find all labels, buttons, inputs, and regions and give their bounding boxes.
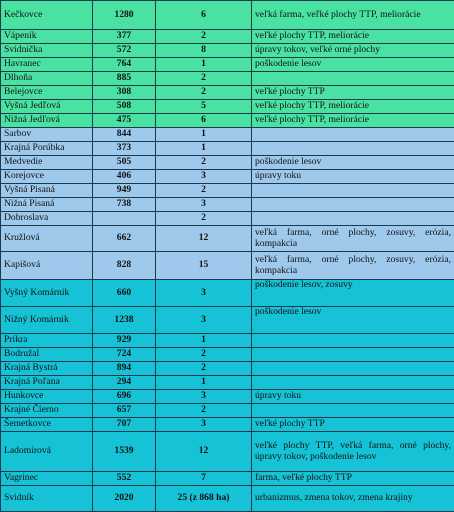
value-a xyxy=(93,212,156,226)
value-b: 5 xyxy=(156,100,252,114)
value-b: 7 xyxy=(156,472,252,486)
municipality-name: Nižná Jedľová xyxy=(1,114,93,128)
table-row xyxy=(1,472,454,486)
note-cell xyxy=(252,128,454,142)
value-a: 572 xyxy=(93,44,156,58)
value-a: 707 xyxy=(93,418,156,432)
note-cell: veľké plochy TTP xyxy=(252,86,454,100)
table-row xyxy=(1,348,454,362)
municipality-name: Vyšná Jedľová xyxy=(1,100,93,114)
table-row xyxy=(1,156,454,170)
value-a: 738 xyxy=(93,198,156,212)
value-b: 3 xyxy=(156,198,252,212)
table-row xyxy=(1,72,454,86)
table-row xyxy=(1,280,454,307)
table-row xyxy=(1,44,454,58)
value-b: 1 xyxy=(156,142,252,156)
value-a: 308 xyxy=(93,86,156,100)
municipality-name: Hunkovce xyxy=(1,390,93,404)
value-b: 2 xyxy=(156,30,252,44)
municipality-name: Krajná Porúbka xyxy=(1,142,93,156)
note-cell xyxy=(252,334,454,348)
municipality-name: Vápeník xyxy=(1,30,93,44)
table-row xyxy=(1,432,454,472)
value-b: 8 xyxy=(156,44,252,58)
value-b: 6 xyxy=(156,1,252,30)
municipality-name: Bodružal xyxy=(1,348,93,362)
value-a: 929 xyxy=(93,334,156,348)
table-row xyxy=(1,334,454,348)
value-a: 406 xyxy=(93,170,156,184)
value-b: 25 (z 868 ha) xyxy=(156,486,252,512)
note-cell xyxy=(252,142,454,156)
municipality-name: Príkra xyxy=(1,334,93,348)
municipality-name: Medvedie xyxy=(1,156,93,170)
municipality-name: Nižný Komárnik xyxy=(1,307,93,334)
value-b: 3 xyxy=(156,390,252,404)
note-cell: veľké plochy TTP, veľká farma, orné plochy, úpravy tokov, poškodenie lesov xyxy=(252,432,454,472)
note-cell xyxy=(252,72,454,86)
value-b: 6 xyxy=(156,114,252,128)
municipality-name: Svidník xyxy=(1,486,93,512)
value-a: 662 xyxy=(93,226,156,252)
note-cell: poškodenie lesov xyxy=(252,156,454,170)
note-cell: úpravy tokov, veľké orné plochy xyxy=(252,44,454,58)
value-b: 2 xyxy=(156,348,252,362)
value-a: 377 xyxy=(93,30,156,44)
value-a: 475 xyxy=(93,114,156,128)
value-b: 1 xyxy=(156,58,252,72)
value-a: 1539 xyxy=(93,432,156,472)
table-row xyxy=(1,226,454,252)
table-row xyxy=(1,184,454,198)
table-row xyxy=(1,252,454,280)
value-a: 828 xyxy=(93,252,156,280)
municipality-name: Krajné Čierno xyxy=(1,404,93,418)
municipality-name: Belejovce xyxy=(1,86,93,100)
note-cell: veľká farma, veľké plochy TTP, meliorácie xyxy=(252,1,454,30)
value-b: 12 xyxy=(156,226,252,252)
table-row xyxy=(1,142,454,156)
table-row xyxy=(1,307,454,334)
table-row xyxy=(1,114,454,128)
value-a: 373 xyxy=(93,142,156,156)
table-row xyxy=(1,390,454,404)
note-cell: veľká farma, orné plochy, zosuvy, erózia, kompakcia xyxy=(252,226,454,252)
municipality-name: Sarbov xyxy=(1,128,93,142)
value-a: 764 xyxy=(93,58,156,72)
value-b: 2 xyxy=(156,156,252,170)
value-a: 657 xyxy=(93,404,156,418)
table-row xyxy=(1,486,454,512)
note-cell: veľké plochy TTP, meliorácie xyxy=(252,114,454,128)
value-a: 505 xyxy=(93,156,156,170)
value-a: 508 xyxy=(93,100,156,114)
note-cell: poškodenie lesov, zosuvy xyxy=(252,280,454,307)
municipality-name: Krajná Bystrá xyxy=(1,362,93,376)
table-row xyxy=(1,212,454,226)
value-b: 2 xyxy=(156,184,252,198)
value-b: 3 xyxy=(156,280,252,307)
value-a: 724 xyxy=(93,348,156,362)
value-b: 1 xyxy=(156,376,252,390)
note-cell: veľké plochy TTP, meliorácie xyxy=(252,30,454,44)
note-cell: veľké plochy TTP, meliorácie xyxy=(252,100,454,114)
municipality-name: Šemetkovce xyxy=(1,418,93,432)
table-row xyxy=(1,86,454,100)
value-a: 696 xyxy=(93,390,156,404)
note-cell xyxy=(252,404,454,418)
value-b: 3 xyxy=(156,418,252,432)
value-a: 2020 xyxy=(93,486,156,512)
note-cell: úpravy toku xyxy=(252,170,454,184)
municipality-name: Kružlová xyxy=(1,226,93,252)
note-cell: veľké plochy TTP xyxy=(252,418,454,432)
value-b: 3 xyxy=(156,307,252,334)
note-cell xyxy=(252,348,454,362)
table-row xyxy=(1,376,454,390)
note-cell: poškodenie lesov xyxy=(252,58,454,72)
note-cell: úpravy toku xyxy=(252,390,454,404)
value-b: 2 xyxy=(156,404,252,418)
note-cell xyxy=(252,184,454,198)
note-cell xyxy=(252,212,454,226)
municipality-name: Vagrinec xyxy=(1,472,93,486)
table-row xyxy=(1,418,454,432)
municipality-name: Dlhoňa xyxy=(1,72,93,86)
note-cell: veľká farma, orné plochy, zosuvy, erózia, kompakcia xyxy=(252,252,454,280)
value-b: 2 xyxy=(156,212,252,226)
municipality-name: Vyšná Pisaná xyxy=(1,184,93,198)
municipality-name: Svidnička xyxy=(1,44,93,58)
note-cell xyxy=(252,198,454,212)
value-a: 949 xyxy=(93,184,156,198)
value-a: 552 xyxy=(93,472,156,486)
value-a: 660 xyxy=(93,280,156,307)
table-row xyxy=(1,362,454,376)
municipality-name: Kapišová xyxy=(1,252,93,280)
note-cell: farma, veľké plochy TTP xyxy=(252,472,454,486)
municipality-name: Korejovce xyxy=(1,170,93,184)
value-b: 1 xyxy=(156,128,252,142)
municipality-name: Havranec xyxy=(1,58,93,72)
note-cell xyxy=(252,362,454,376)
value-a: 885 xyxy=(93,72,156,86)
value-b: 12 xyxy=(156,432,252,472)
value-a: 1280 xyxy=(93,1,156,30)
municipality-name: Krajná Poľana xyxy=(1,376,93,390)
table-row xyxy=(1,128,454,142)
value-a: 294 xyxy=(93,376,156,390)
value-a: 894 xyxy=(93,362,156,376)
municipality-name: Nižná Pisaná xyxy=(1,198,93,212)
table-row xyxy=(1,1,454,30)
table-row xyxy=(1,58,454,72)
value-b: 2 xyxy=(156,86,252,100)
value-b: 15 xyxy=(156,252,252,280)
table-row xyxy=(1,198,454,212)
table-row xyxy=(1,100,454,114)
value-b: 1 xyxy=(156,334,252,348)
table-row xyxy=(1,170,454,184)
municipality-name: Ladomírová xyxy=(1,432,93,472)
municipality-name: Vyšný Komárnik xyxy=(1,280,93,307)
municipality-name: Kečkovce xyxy=(1,1,93,30)
value-b: 3 xyxy=(156,170,252,184)
table-row xyxy=(1,30,454,44)
value-a: 844 xyxy=(93,128,156,142)
value-a: 1238 xyxy=(93,307,156,334)
note-cell xyxy=(252,376,454,390)
municipality-name: Dobroslava xyxy=(1,212,93,226)
note-cell: urbanizmus, zmena tokov, zmena krajiny xyxy=(252,486,454,512)
table-row xyxy=(1,404,454,418)
value-b: 2 xyxy=(156,362,252,376)
table-body xyxy=(1,1,454,512)
note-cell: poškodenie lesov xyxy=(252,307,454,334)
value-b: 2 xyxy=(156,72,252,86)
